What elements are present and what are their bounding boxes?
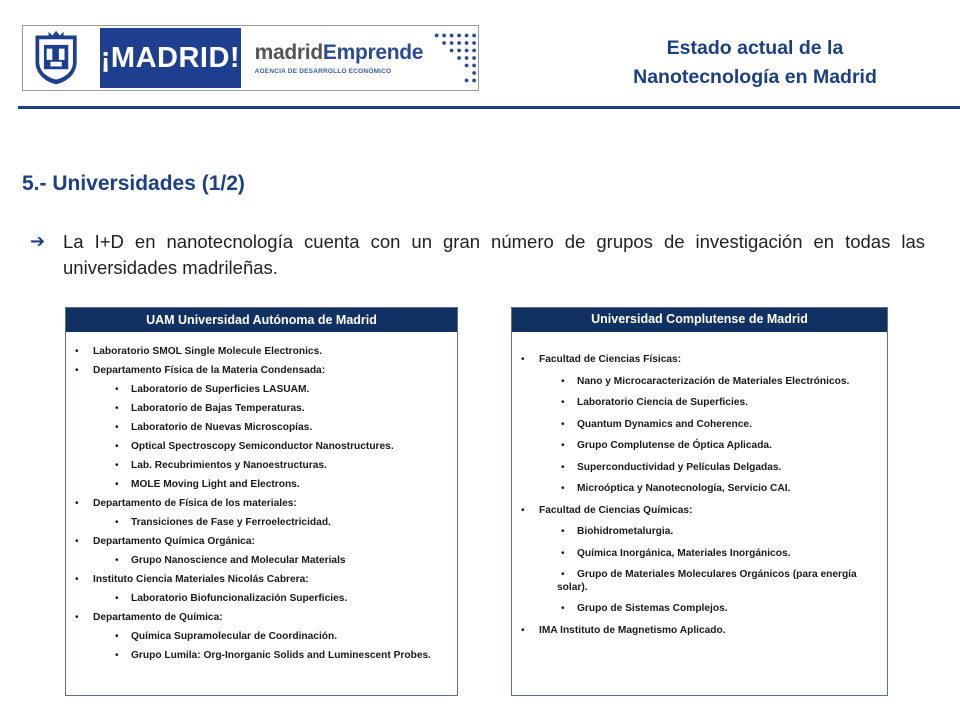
sub-list-item: • Superconductividad y Películas Delgadas. — [512, 462, 879, 475]
madrid-logo-text: ¡MADRID! — [100, 41, 241, 74]
sub-list-item: • Biohidrometalurgia. — [512, 526, 879, 539]
section-title: 5.- Universidades (1/2) — [22, 172, 245, 195]
intro-paragraph — [30, 229, 925, 281]
sub-list-item: • Laboratorio Ciencia de Superficies. — [512, 397, 879, 410]
sub-list-item: • Grupo de Sistemas Complejos. — [512, 603, 879, 616]
header-divider — [18, 106, 960, 109]
uam-research-groups-list — [66, 332, 457, 663]
list-item: • Instituto Ciencia Materiales Nicolás Cabrera: — [66, 574, 449, 587]
madrid-emprende-wordmark — [255, 41, 424, 65]
sub-list-item: • Laboratorio Biofuncionalización Superficies. — [66, 593, 449, 606]
sub-list-item: • Química Inorgánica, Materiales Inorgánicos. — [512, 548, 879, 561]
sub-list-item: • Grupo Complutense de Óptica Aplicada. — [512, 440, 879, 453]
ucm-panel — [511, 307, 888, 696]
sub-list-item: • Optical Spectroscopy Semiconductor Nanostructures. — [66, 441, 449, 454]
list-item: • Departamento de Física de los materiales: — [66, 498, 449, 511]
ucm-research-groups-list — [512, 332, 887, 637]
list-item: • Facultad de Ciencias Físicas: — [512, 354, 879, 367]
sub-list-item: • MOLE Moving Light and Electrons. — [66, 479, 449, 492]
wordmark-part-emprende: Emprende — [322, 41, 424, 64]
list-item: • Laboratorio SMOL Single Molecule Electronics. — [66, 346, 449, 359]
sub-list-item: • Lab. Recubrimientos y Nanoestructuras. — [66, 460, 449, 473]
sub-list-item: • Laboratorio de Superficies LASUAM. — [66, 384, 449, 397]
sub-list-item: • Microóptica y Nanotecnología, Servicio CAI. — [512, 483, 879, 496]
list-item: • Facultad de Ciencias Químicas: — [512, 505, 879, 518]
sub-list-item: • Grupo Nanoscience and Molecular Materials — [66, 555, 449, 568]
list-item: • Departamento Química Orgánica: — [66, 536, 449, 549]
sub-list-item: • Grupo de Materiales Moleculares Orgánicos (para energía solar). — [512, 569, 879, 594]
arrow-right-icon: ➔ — [30, 231, 46, 251]
title-line-2: Nanotecnología en Madrid — [633, 66, 877, 88]
uam-panel — [65, 307, 458, 696]
list-item: • Departamento de Química: — [66, 612, 449, 625]
agency-subtitle: AGENCIA DE DESARROLLO ECONÓMICO — [254, 68, 392, 75]
title-line-1: Estado actual de la — [666, 37, 844, 59]
ucm-panel-heading: Universidad Complutense de Madrid — [512, 308, 887, 332]
sub-list-item: • Grupo Lumila: Org-Inorganic Solids and Luminescent Probes. — [66, 650, 449, 663]
sub-list-item: • Química Supramolecular de Coordinación. — [66, 631, 449, 644]
logo-banner — [22, 25, 479, 91]
wordmark-part-madrid: madrid — [254, 41, 323, 64]
madrid-emprende-logo — [255, 41, 424, 75]
madrid-coat-of-arms-icon — [28, 28, 84, 88]
sub-list-item: • Transiciones de Fase y Ferroelectricidad. — [66, 517, 449, 530]
dot-grid-icon — [431, 28, 478, 88]
sub-list-item: • Nano y Microcaracterización de Materiales Electrónicos. — [512, 376, 879, 389]
list-item: • Departamento Física de la Materia Condensada: — [66, 365, 449, 378]
madrid-logo — [100, 28, 240, 88]
presentation-title — [575, 34, 935, 92]
sub-list-item: • Laboratorio de Bajas Temperaturas. — [66, 403, 449, 416]
uam-panel-heading: UAM Universidad Autónoma de Madrid — [66, 308, 457, 332]
intro-text: La I+D en nanotecnología cuenta con un gran número de grupos de investigación en todas las universidades madrileñas. — [63, 231, 925, 278]
sub-list-item: • Quantum Dynamics and Coherence. — [512, 419, 879, 432]
list-item: • IMA Instituto de Magnetismo Aplicado. — [512, 625, 879, 638]
sub-list-item: • Laboratorio de Nuevas Microscopías. — [66, 422, 449, 435]
